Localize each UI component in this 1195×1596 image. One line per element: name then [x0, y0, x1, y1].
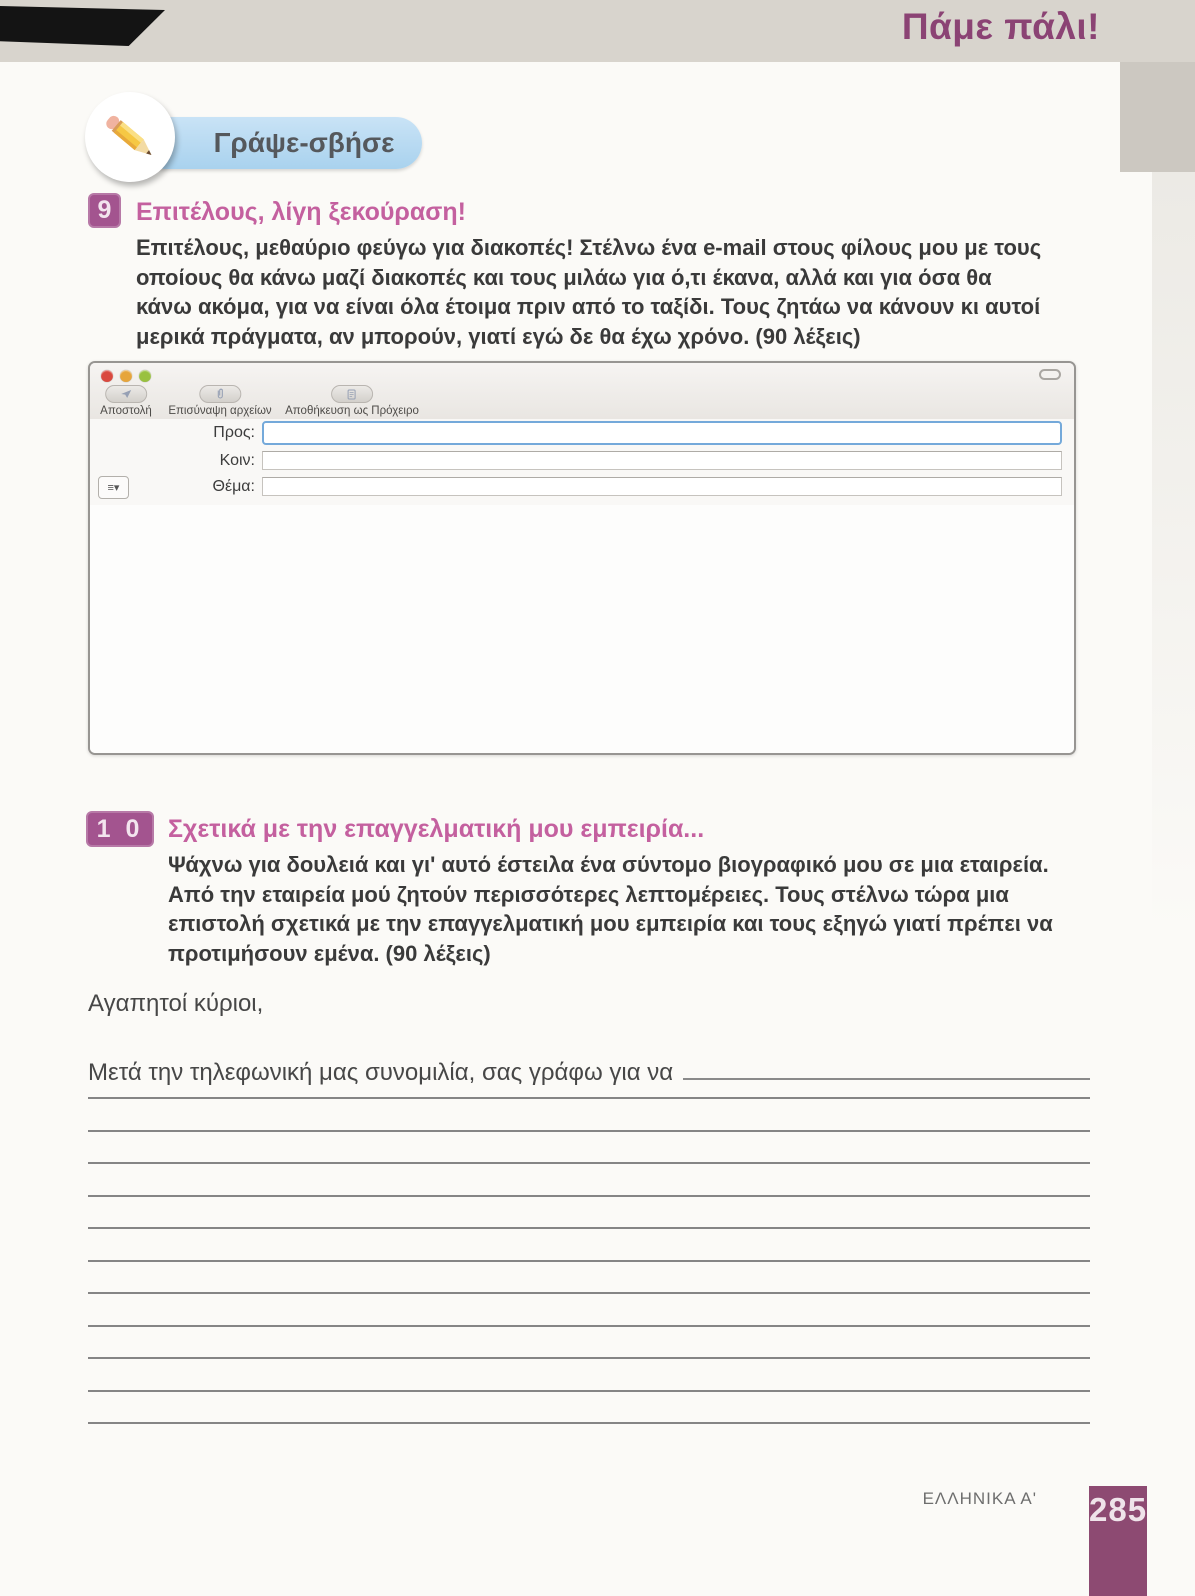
fill-in-blank[interactable]	[683, 1052, 1090, 1080]
ruled-line[interactable]	[88, 1292, 1090, 1294]
save-draft-icon	[331, 385, 373, 403]
attach-files-button-label: Επισύναψη αρχείων	[168, 405, 272, 417]
subject-field-label: Θέμα:	[212, 478, 255, 495]
email-message-body[interactable]	[90, 505, 1074, 753]
attach-icon	[199, 385, 241, 403]
email-header-fields	[90, 419, 1074, 506]
ruled-line[interactable]	[88, 1097, 1090, 1099]
ruled-line[interactable]	[88, 1390, 1090, 1392]
exercise-9-title: Επιτέλους, λίγη ξεκούραση!	[136, 198, 466, 226]
exercise-10-body: Ψάχνω για δουλειά και γι' αυτό έστειλα ένα σύντομο βιογραφικό μου σε μια εταιρεία. Από την εταιρεία μού ζητούν περισσότερες λεπτομέρειες. Τους στέλνω τώρα μια επιστολή σχετικά με την επαγγελματική μου εμπειρία και τους εξηγώ γιατί πρέπει να προτιμήσουν εμένα. (90 λέξεις)	[168, 852, 1053, 966]
write-erase-badge	[85, 92, 425, 184]
send-button[interactable]	[100, 385, 152, 417]
ruled-line[interactable]	[88, 1162, 1090, 1164]
subject-field-input[interactable]	[262, 477, 1062, 496]
ruled-line[interactable]	[88, 1325, 1090, 1327]
exercise-10-number: 1 0	[86, 811, 154, 847]
letter-salutation: Αγαπητοί κύριοι,	[88, 990, 264, 1017]
zoom-window-button[interactable]	[139, 370, 151, 382]
save-draft-button-label: Αποθήκευση ως Πρόχειρο	[285, 405, 419, 417]
page-title: Πάμε πάλι!	[901, 6, 1100, 47]
right-gray-block	[1120, 62, 1195, 172]
right-edge-shade	[1152, 172, 1195, 932]
book-title-footer: ΕΛΛΗΝΙΚΑ Α'	[922, 1489, 1037, 1508]
cc-field-label: Κοιν:	[219, 452, 255, 469]
exercise-10-title: Σχετικά με την επαγγελματική μου εμπειρία...	[168, 815, 705, 843]
write-erase-label: Γράψε-σβήσε	[140, 117, 422, 169]
letter-opening-text: Μετά την τηλεφωνική μας συνομιλία, σας γράφω για να	[88, 1059, 674, 1086]
ruled-line[interactable]	[88, 1227, 1090, 1229]
minimize-window-button[interactable]	[120, 370, 132, 382]
window-controls	[101, 370, 151, 382]
exercise-9-number: 9	[88, 193, 121, 228]
ruled-line[interactable]	[88, 1195, 1090, 1197]
cc-field-input[interactable]	[262, 451, 1062, 470]
page-number: 285	[1089, 1491, 1148, 1528]
toolbar-toggle-button[interactable]	[1039, 369, 1061, 380]
close-window-button[interactable]	[101, 370, 113, 382]
email-toolbar	[90, 363, 1074, 420]
send-icon	[105, 385, 147, 403]
ruled-line[interactable]	[88, 1130, 1090, 1132]
exercise-9-body: Επιτέλους, μεθαύριο φεύγω για διακοπές! Στέλνω ένα e-mail στους φίλους μου με τους οποίους θα κάνω μαζί διακοπές και τους μιλάω για ό,τι έκανα, αλλά και για όσα θα κάνω ακόμα, για να είναι όλα έτοιμα πριν από το ταξίδι. Τους ζητάω να κάνουν κι αυτοί μερικά πράγματα, αν μπορούν, γιατί εγώ δε θα έχω χρόνο. (90 λέξεις)	[136, 235, 1042, 349]
email-compose-window	[88, 361, 1076, 755]
letter-opening-line	[88, 1052, 1090, 1087]
ruled-lines[interactable]	[88, 1097, 1090, 1437]
header-options-button[interactable]: ≡▾	[98, 476, 129, 499]
attach-files-button[interactable]	[168, 385, 271, 417]
ruled-line[interactable]	[88, 1357, 1090, 1359]
to-field-label: Προς:	[213, 424, 255, 441]
ruled-line[interactable]	[88, 1422, 1090, 1424]
page-number-box	[1089, 1486, 1147, 1596]
to-field-input[interactable]	[262, 421, 1062, 445]
ruled-line[interactable]	[88, 1260, 1090, 1262]
save-draft-button[interactable]	[285, 385, 419, 417]
send-button-label: Αποστολή	[100, 405, 152, 417]
pencil-icon	[85, 92, 175, 182]
